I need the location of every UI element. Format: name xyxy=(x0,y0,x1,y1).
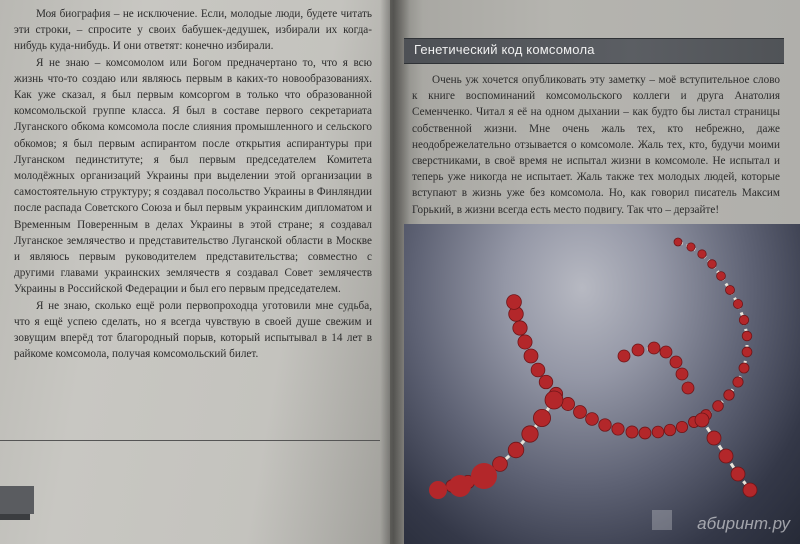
left-paragraph-3: Я не знаю, сколько ещё роли первопроходца уготовили мне судьба, что я ещё успею сделать, но я всегда чувствую в своей душе свежим и зовущим вперёд тот благородный порыв, который испытывал в 14 лет в райкоме комсомола, получая комсомольский билет. xyxy=(14,299,372,361)
bead xyxy=(687,243,695,251)
bead xyxy=(586,413,599,426)
bead xyxy=(664,424,676,436)
bead xyxy=(682,382,694,394)
bead xyxy=(739,315,748,324)
watermark-logo-icon xyxy=(652,510,672,530)
bead xyxy=(518,335,532,349)
bead xyxy=(639,427,651,439)
left-page-rule xyxy=(0,440,380,441)
left-paragraph-1: Моя биография – не исключение. Если, молодые люди, будете читать эти строки, – спросите у своих бабушек-дедушек, избирали их когда-нибудь куда-нибудь. И они ответят: конечно избирали. xyxy=(14,8,372,53)
bead xyxy=(599,419,612,432)
bead xyxy=(698,250,706,258)
bead xyxy=(670,356,682,368)
page-edge-tab xyxy=(0,486,34,514)
bead xyxy=(731,467,745,481)
bead-large xyxy=(429,481,447,499)
bead xyxy=(708,260,717,269)
right-paragraph-1: Очень уж хочется опубликовать эту заметку – моё вступительное слово к книге воспоминаний комсомольского коллеги и друга Анатолия Семенченко. Читал я её на одном дыхании – как будто бы листал страницы собственной жизни. Мне очень жаль тех, кто небрежно, даже неодобрежелательно отзывается о комсомоле. Жаль тех, кто, будучи моими сверстниками, в своё время не испытал жизни в комсомоле. Не испытал и теперь уже никогда не испытает. Жаль также тех молодых людей, которые вступают в жизнь уже без комсомола. Но, как говорил писатель Максим Горький, в жизни всегда есть место подвигу. Так что – дерзайте! xyxy=(412,74,780,216)
section-heading: Генетический код комсомола xyxy=(414,42,595,57)
left-paragraph-2: Я не знаю – комсомолом или Богом предначертано то, что я всю жизнь что-то создаю или являюсь первым в каких-то новообразованиях. Как уже сказал, я был первым комсоргом в только что образованной комсомольской группе класса. Я был в составе первого секретариата Луганского обкома комсомола после слияния промышленного и сельского обкомов; я был первым аспирантом после открытия аспирантуры при Луганском пединституте; я был первым председателем Комитета молодёжных организаций Украины при выделении этой организации в самостоятельную структуру; я создавал посольство Украины в Финляндии после распада Советского Союза и был первым украинским дипломатом и Временным Поверенным в делах Украины в этой стране; я создавал Луганское землячество и представительство Луганской области в Москве и являюсь первым руководителем представительства; совместно с другими главами украинских землячеств я создавал Совет землячеств Украины в Российской Федерации и был его первым председателем. xyxy=(14,56,372,296)
bead xyxy=(618,350,630,362)
bead xyxy=(674,238,682,246)
bead xyxy=(626,426,638,438)
bead-large xyxy=(471,463,497,489)
bead xyxy=(545,391,563,409)
bead xyxy=(561,397,574,410)
bead xyxy=(676,368,688,380)
bead xyxy=(733,377,743,387)
bead xyxy=(648,342,660,354)
right-page-text xyxy=(412,72,780,218)
bead xyxy=(531,363,545,377)
bead xyxy=(513,321,527,335)
bead xyxy=(652,426,664,438)
left-page-text xyxy=(14,6,372,362)
bead xyxy=(739,363,749,373)
bead xyxy=(743,483,757,497)
bead xyxy=(539,375,553,389)
bead xyxy=(612,423,624,435)
bead-sickle-hammer-photo xyxy=(404,224,800,544)
bead xyxy=(713,401,724,412)
bead xyxy=(574,406,587,419)
bead xyxy=(742,331,752,341)
bead-sickle-hammer-image xyxy=(404,224,800,544)
bead xyxy=(742,347,752,357)
watermark-text: абиринт.ру xyxy=(697,514,790,533)
bead xyxy=(676,421,687,432)
bead xyxy=(707,431,721,445)
bead xyxy=(724,390,734,400)
bead xyxy=(695,413,709,427)
bead xyxy=(522,426,538,442)
bead xyxy=(524,349,538,363)
bead xyxy=(717,272,726,281)
bead-large xyxy=(449,475,471,497)
bead xyxy=(660,346,672,358)
bead xyxy=(632,344,644,356)
bead xyxy=(533,409,550,426)
bead xyxy=(725,285,734,294)
page-edge-tab-lower xyxy=(0,514,30,520)
bead xyxy=(733,299,742,308)
bead xyxy=(507,295,522,310)
bead xyxy=(508,442,524,458)
bead xyxy=(719,449,733,463)
